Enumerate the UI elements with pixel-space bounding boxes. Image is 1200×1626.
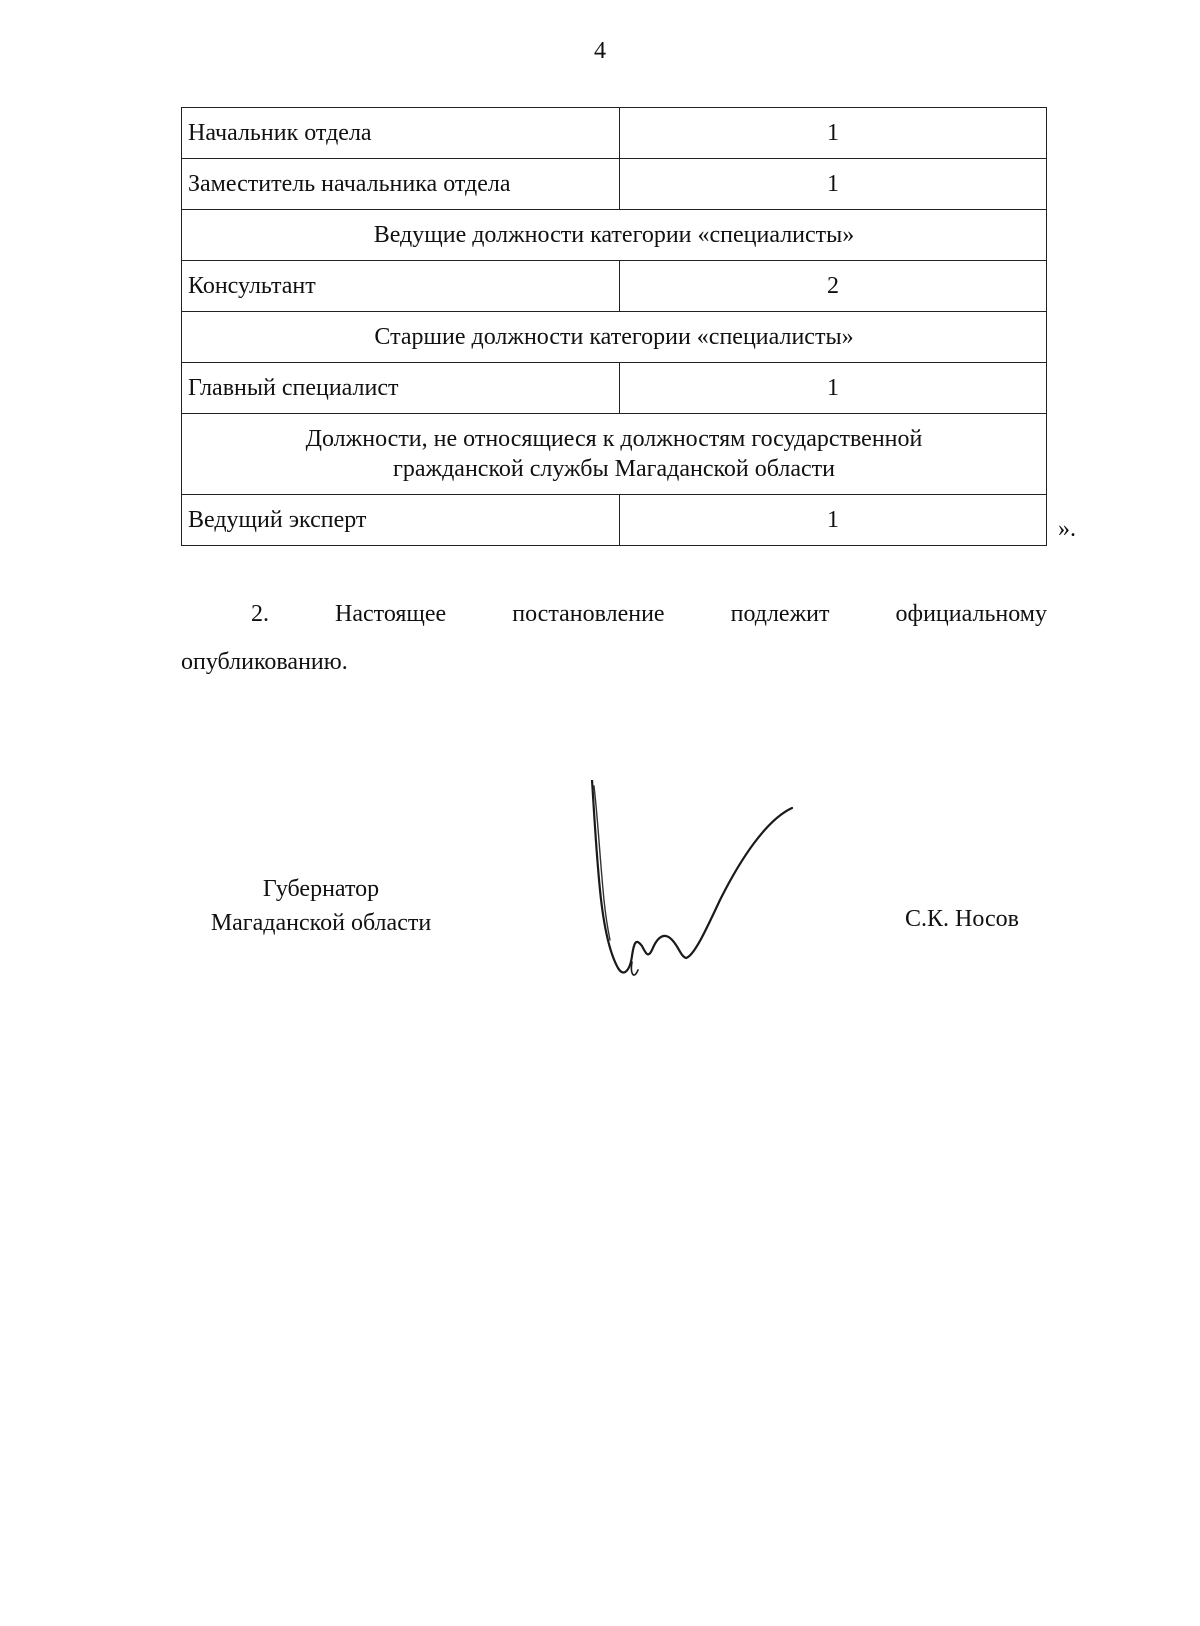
paragraph-line: опубликованию. <box>181 649 348 675</box>
section-title: Старшие должности категории «специалисты» <box>182 312 1047 363</box>
table-row <box>182 108 1047 159</box>
paragraph-word: подлежит <box>730 601 830 627</box>
position-name: Консультант <box>182 261 620 312</box>
closing-quote: ». <box>1058 516 1076 542</box>
signatory-title <box>181 872 461 940</box>
table-row <box>182 159 1047 210</box>
position-count: 1 <box>620 495 1047 546</box>
paragraph-word: официальному <box>895 601 1047 627</box>
table-section-row <box>182 210 1047 261</box>
table-row <box>182 261 1047 312</box>
handwritten-signature <box>590 780 830 1000</box>
signatory-title-line: Губернатор <box>262 876 380 902</box>
signatory-name: С.К. Носов <box>905 906 1019 932</box>
paragraph-word: постановление <box>512 601 665 627</box>
position-name: Главный специалист <box>182 363 620 414</box>
section-title-line: гражданской службы Магаданской области <box>393 456 835 482</box>
position-name: Ведущий эксперт <box>182 495 620 546</box>
paragraph-line <box>181 590 1047 638</box>
section-title <box>182 414 1047 495</box>
page-number: 4 <box>594 38 606 64</box>
table-row <box>182 363 1047 414</box>
paragraph-word: Настоящее <box>335 601 447 627</box>
table-row <box>182 495 1047 546</box>
position-count: 1 <box>620 159 1047 210</box>
section-title-line: Должности, не относящиеся к должностям государственной <box>305 426 923 452</box>
table-section-row <box>182 414 1047 495</box>
paragraph-word: 2. <box>251 601 269 627</box>
section-title: Ведущие должности категории «специалисты» <box>182 210 1047 261</box>
staff-table <box>181 107 1047 546</box>
position-count: 2 <box>620 261 1047 312</box>
position-count: 1 <box>620 363 1047 414</box>
paragraph <box>181 590 1047 686</box>
position-count: 1 <box>620 108 1047 159</box>
position-name: Заместитель начальника отдела <box>182 159 620 210</box>
position-name: Начальник отдела <box>182 108 620 159</box>
signatory-title-line: Магаданской области <box>210 910 432 936</box>
table-section-row <box>182 312 1047 363</box>
